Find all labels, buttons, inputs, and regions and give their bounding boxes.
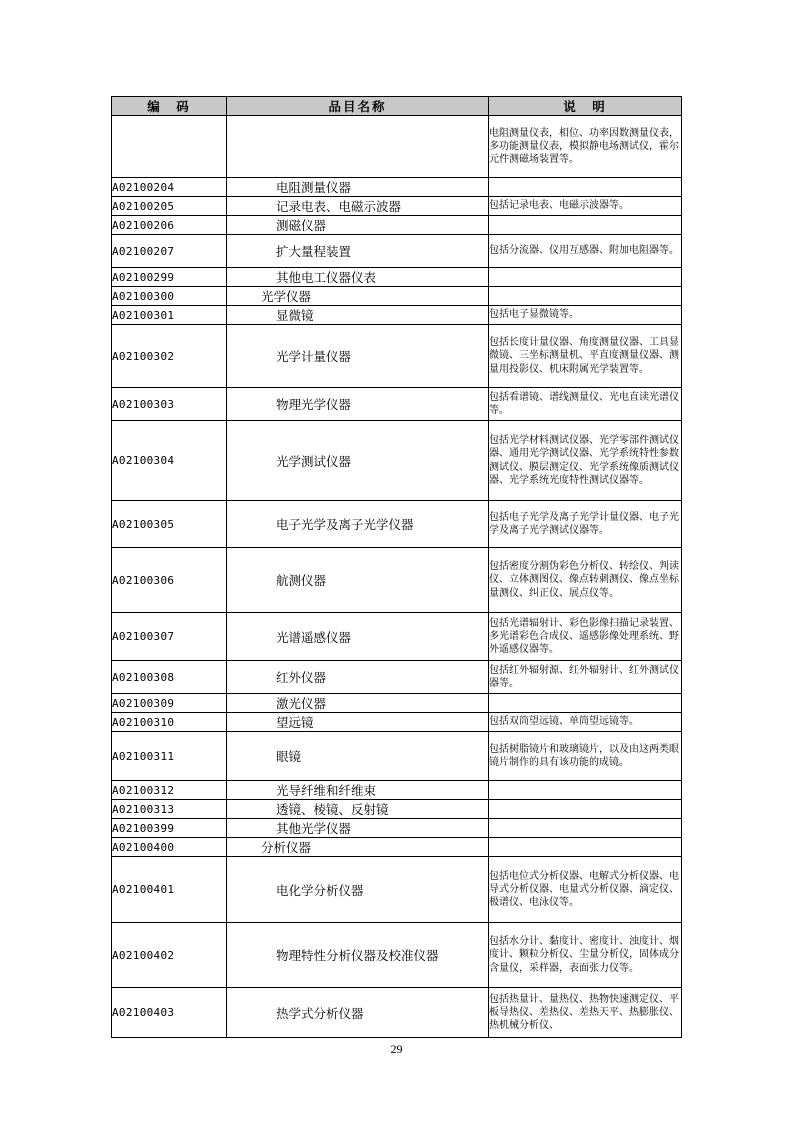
item-description: 包括电子光学及离子光学计量仪器、电子光学及离子光学测试仪器等。: [489, 501, 682, 548]
header-name: 品目名称: [227, 97, 489, 116]
table-row: [112, 235, 682, 268]
table-row: [112, 548, 682, 613]
item-code: A02100306: [112, 548, 227, 613]
table-row: [112, 694, 682, 713]
table-row: [112, 116, 682, 178]
item-name: 航测仪器: [227, 548, 489, 613]
item-description: 包括双筒望远镜、单筒望远镜等。: [489, 713, 682, 732]
table-row: [112, 613, 682, 661]
item-code: A02100313: [112, 800, 227, 819]
item-name: 分析仪器: [227, 838, 489, 857]
item-name: 光谱遥感仪器: [227, 613, 489, 661]
table-row: [112, 421, 682, 501]
item-description: [489, 287, 682, 306]
table-row: [112, 287, 682, 306]
table-row: [112, 216, 682, 235]
page-number: 29: [390, 1042, 403, 1056]
item-name: [227, 116, 489, 178]
table-row: [112, 988, 682, 1038]
table-row: [112, 661, 682, 694]
table-row: [112, 178, 682, 197]
table-row: [112, 197, 682, 216]
item-description: 包括分流器、仪用互感器、附加电阻器等。: [489, 235, 682, 268]
table-row: [112, 838, 682, 857]
item-code: A02100403: [112, 988, 227, 1038]
item-name: 激光仪器: [227, 694, 489, 713]
item-code: A02100401: [112, 857, 227, 923]
item-code: A02100301: [112, 306, 227, 325]
item-code: A02100311: [112, 732, 227, 781]
table-row: [112, 732, 682, 781]
table-row: [112, 781, 682, 800]
item-code: [112, 116, 227, 178]
item-code: A02100206: [112, 216, 227, 235]
catalog-table: [111, 96, 682, 1038]
item-code: A02100304: [112, 421, 227, 501]
item-description: [489, 178, 682, 197]
table-row: [112, 388, 682, 421]
item-description: 包括红外辐射源、红外辐射计、红外测试仪器等。: [489, 661, 682, 694]
item-name: 其他光学仪器: [227, 819, 489, 838]
table-row: [112, 713, 682, 732]
table-row: [112, 819, 682, 838]
table-header-row: [112, 97, 682, 116]
item-name: 透镜、棱镜、反射镜: [227, 800, 489, 819]
item-description: 包括长度计量仪器、角度测量仪器、工具显微镜、三坐标测量机、平直度测量仪器、测量用投影仪、机床附属光学装置等。: [489, 325, 682, 388]
table-row: [112, 306, 682, 325]
item-code: A02100400: [112, 838, 227, 857]
item-code: A02100205: [112, 197, 227, 216]
item-name: 光学测试仪器: [227, 421, 489, 501]
item-name: 光学仪器: [227, 287, 489, 306]
item-description: [489, 838, 682, 857]
item-name: 望远镜: [227, 713, 489, 732]
item-description: [489, 268, 682, 287]
item-description: [489, 781, 682, 800]
item-code: A02100310: [112, 713, 227, 732]
item-description: 包括电子显微镜等。: [489, 306, 682, 325]
item-code: A02100300: [112, 287, 227, 306]
item-name: 眼镜: [227, 732, 489, 781]
table-row: [112, 501, 682, 548]
item-code: A02100399: [112, 819, 227, 838]
item-description: 包括光学材料测试仪器、光学零部件测试仪器、通用光学测试仪器、光学系统特性参数测试仪、膜层测定仪、光学系统像质测试仪器、光学系统光度特性测试仪器等。: [489, 421, 682, 501]
item-description: 包括电位式分析仪器、电解式分析仪器、电导式分析仪器、电量式分析仪器、滴定仪、极谱仪、电泳仪等。: [489, 857, 682, 923]
item-description: [489, 800, 682, 819]
item-code: A02100303: [112, 388, 227, 421]
item-code: A02100207: [112, 235, 227, 268]
item-name: 电子光学及离子光学仪器: [227, 501, 489, 548]
item-code: A02100204: [112, 178, 227, 197]
item-code: A02100308: [112, 661, 227, 694]
item-name: 电阻测量仪器: [227, 178, 489, 197]
item-code: A02100402: [112, 923, 227, 988]
item-description: 包括密度分割伪彩色分析仪、转绘仪、判读仪、立体测图仪、像点转刺测仪、像点坐标量测仪、纠正仪、展点仪等。: [489, 548, 682, 613]
item-description: [489, 216, 682, 235]
item-description: 包括水分计、黏度计、密度计、浊度计、烟度计、颗粒分析仪、尘量分析仪，固体成分含量仪，采样器，表面张力仪等。: [489, 923, 682, 988]
item-name: 其他电工仪器仪表: [227, 268, 489, 287]
item-description: 包括记录电表、电磁示波器等。: [489, 197, 682, 216]
item-name: 红外仪器: [227, 661, 489, 694]
item-name: 扩大量程装置: [227, 235, 489, 268]
table-row: [112, 268, 682, 287]
item-name: 光学计量仪器: [227, 325, 489, 388]
item-name: 物理特性分析仪器及校准仪器: [227, 923, 489, 988]
item-name: 测磁仪器: [227, 216, 489, 235]
table-body: [112, 116, 682, 1038]
item-description: [489, 694, 682, 713]
item-code: A02100305: [112, 501, 227, 548]
table-row: [112, 857, 682, 923]
item-code: A02100302: [112, 325, 227, 388]
item-description: 包括热量计、量热仪、热物快速测定仪、平板导热仪、差热仪、差热天平、热膨胀仪、热机械分析仪、: [489, 988, 682, 1038]
item-code: A02100309: [112, 694, 227, 713]
item-code: A02100307: [112, 613, 227, 661]
item-name: 显微镜: [227, 306, 489, 325]
header-description: 说 明: [489, 97, 682, 116]
item-code: A02100312: [112, 781, 227, 800]
table-row: [112, 923, 682, 988]
item-description: 包括光谱辐射计、彩色影像扫描记录装置、多光谱彩色合成仪、遥感影像处理系统、野外遥感仪器等。: [489, 613, 682, 661]
item-description: 包括看谱镜、谱线测量仪、光电直读光谱仪等。: [489, 388, 682, 421]
header-code: 编 码: [112, 97, 227, 116]
item-description: [489, 819, 682, 838]
table-row: [112, 800, 682, 819]
item-description: 包括树脂镜片和玻璃镜片，以及由这两类眼镜片制作的具有该功能的成镜。: [489, 732, 682, 781]
item-description: 电阻测量仪表，相位、功率因数测量仪表，多功能测量仪表，模拟静电场测试仪，霍尔元件测磁场装置等。: [489, 116, 682, 178]
item-code: A02100299: [112, 268, 227, 287]
item-name: 电化学分析仪器: [227, 857, 489, 923]
item-name: 热学式分析仪器: [227, 988, 489, 1038]
item-name: 光导纤维和纤维束: [227, 781, 489, 800]
item-name: 记录电表、电磁示波器: [227, 197, 489, 216]
table-row: [112, 325, 682, 388]
item-name: 物理光学仪器: [227, 388, 489, 421]
